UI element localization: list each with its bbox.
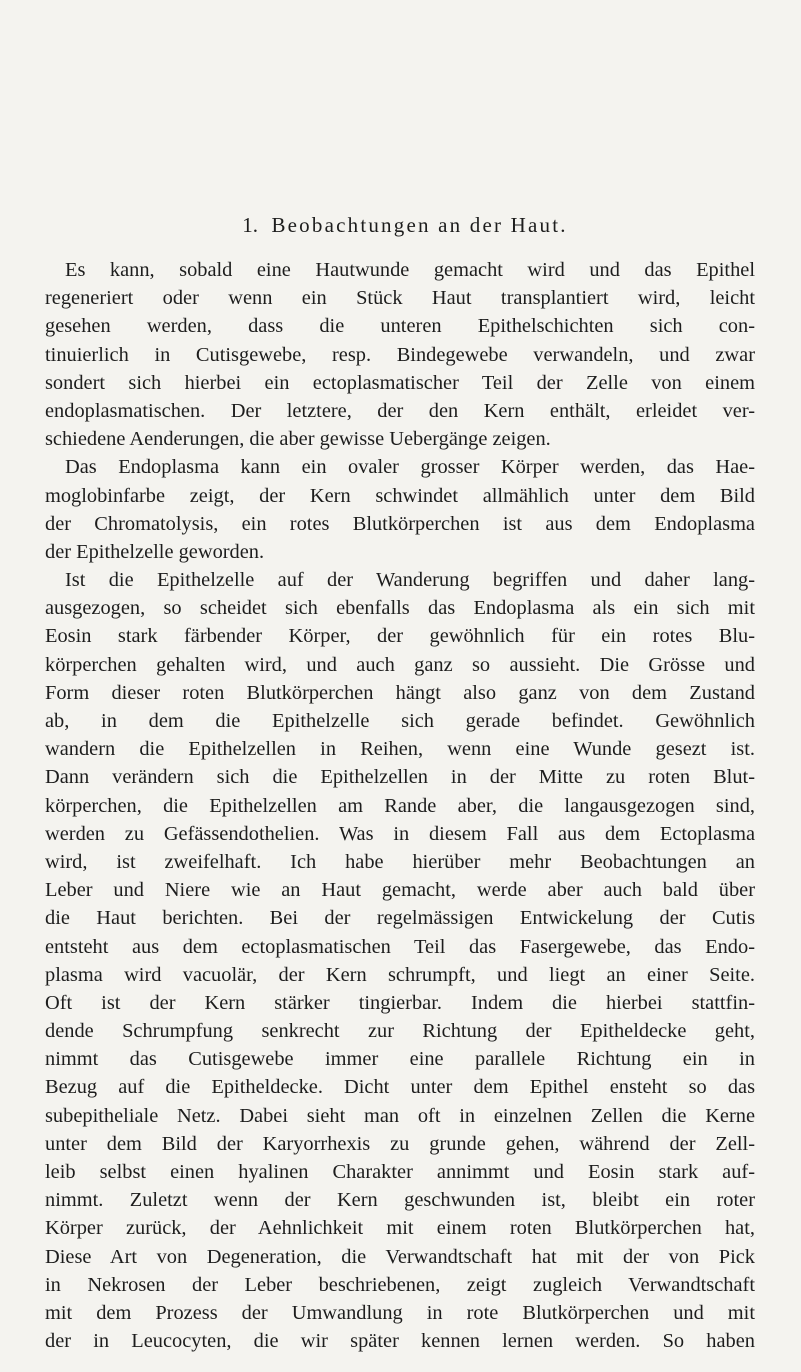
text-line: dende Schrumpfung senkrecht zur Richtung der Epitheldecke geht, [45,1020,755,1043]
text-line: unter dem Bild der Karyorrhexis zu grunde gehen, während der Zell- [45,1132,755,1155]
text-line: die Haut berichten. Bei der regelmässigen Entwickelung der Cutis [45,907,755,930]
text-line: Diese Art von Degeneration, die Verwandtschaft hat mit der von Pick [45,1245,755,1268]
text-line: mit dem Prozess der Umwandlung in rote Blutkörperchen und mit [45,1301,755,1324]
text-line: tinuierlich in Cutisgewebe, resp. Bindegewebe verwandeln, und zwar [45,343,755,366]
text-line: der in Leucocyten, die wir später kennen lernen werden. So haben [45,1330,755,1353]
text-line: der Epithelzelle geworden. [45,540,265,563]
text-line: körperchen, die Epithelzellen am Rande aber, die langausgezogen sind, [45,794,755,817]
text-line: plasma wird vacuolär, der Kern schrumpft, und liegt an einer Seite. [45,963,755,986]
text-line: Das Endoplasma kann ein ovaler grosser Körper werden, das Hae- [65,456,755,479]
text-line: Oft ist der Kern stärker tingierbar. Indem die hierbei stattfin- [45,991,755,1014]
text-line: der Chromatolysis, ein rotes Blutkörperchen ist aus dem Endoplasma [45,512,755,535]
text-line: Eosin stark färbender Körper, der gewöhnlich für ein rotes Blu- [45,625,755,648]
text-line: nimmt. Zuletzt wenn der Kern geschwunden ist, bleibt ein roter [45,1189,755,1212]
text-line: Leber und Niere wie an Haut gemacht, werde aber auch bald über [45,879,755,902]
text-line: Ist die Epithelzelle auf der Wanderung begriffen und daher lang- [65,569,755,592]
text-line: wird, ist zweifelhaft. Ich habe hierüber mehr Beobachtungen an [45,850,755,873]
text-line: endoplasmatischen. Der letztere, der den Kern enthält, erleidet ver- [45,399,755,422]
text-line: sondert sich hierbei ein ectoplasmatischer Teil der Zelle von einem [45,371,755,394]
text-line: in Nekrosen der Leber beschriebenen, zeigt zugleich Verwandtschaft [45,1273,755,1296]
text-line: regeneriert oder wenn ein Stück Haut transplantiert wird, leicht [45,287,755,310]
section-heading [45,212,765,238]
text-line: schiedene Aenderungen, die aber gewisse Uebergänge zeigen. [45,428,551,451]
text-line: leib selbst einen hyalinen Charakter annimmt und Eosin stark auf- [45,1161,755,1183]
text-line: Es kann, sobald eine Hautwunde gemacht wird und das Epithel [65,259,755,281]
text-line: Form dieser roten Blutkörperchen hängt also ganz von dem Zustand [45,681,755,704]
text-line: werden zu Gefässendothelien. Was in diesem Fall aus dem Ectoplasma [45,822,755,845]
section-title: Beobachtungen an der Haut. [271,213,568,237]
text-line: moglobinfarbe zeigt, der Kern schwindet allmählich unter dem Bild [45,484,755,507]
text-line: Körper zurück, der Aehnlichkeit mit einem roten Blutkörperchen hat, [45,1217,755,1240]
body-text [45,256,755,1355]
text-line: Bezug auf die Epitheldecke. Dicht unter dem Epithel ensteht so das [45,1076,755,1099]
text-line: gesehen werden, dass die unteren Epithelschichten sich con- [45,315,755,338]
text-line: ab, in dem die Epithelzelle sich gerade befindet. Gewöhnlich [45,710,755,732]
text-line: nimmt das Cutisgewebe immer eine parallele Richtung ein in [45,1048,755,1071]
section-number: 1. [242,213,258,237]
text-line: körperchen gehalten wird, und auch ganz so aussieht. Die Grösse und [45,653,755,676]
text-line: subepitheliale Netz. Dabei sieht man oft in einzelnen Zellen die Kerne [45,1104,755,1127]
text-line: ausgezogen, so scheidet sich ebenfalls das Endoplasma als ein sich mit [45,597,755,620]
text-line: Dann verändern sich die Epithelzellen in der Mitte zu roten Blut- [45,766,755,789]
text-line: entsteht aus dem ectoplasmatischen Teil das Fasergewebe, das Endo- [45,935,755,958]
text-line: wandern die Epithelzellen in Reihen, wenn eine Wunde gesezt ist. [45,738,755,761]
